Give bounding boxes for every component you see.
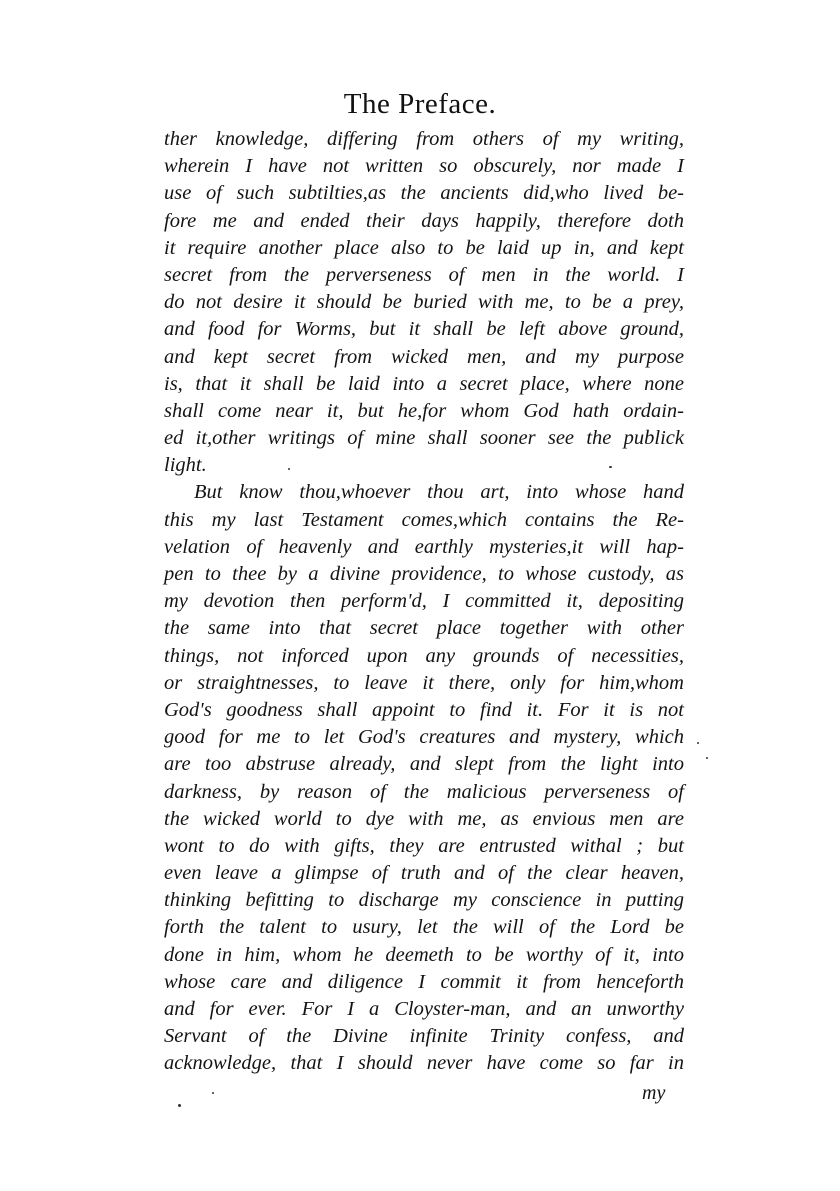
text-line: Servant of the Divine infinite Trinity confess, and [164,1025,684,1048]
text-line: this my last Testament comes,which contains the Re- [164,508,684,531]
paragraph-end-line: light. [164,454,207,477]
text-line: ther knowledge, differing from others of my writing, [164,128,684,150]
text-line: done in him, whom he deemeth to be worthy of it, into [164,943,684,966]
text-line: things, not inforced upon any grounds of necessities, [164,644,684,667]
text-line: whose care and diligence I commit it from henceforth [164,970,684,993]
catchword: my [642,1082,666,1104]
text-line: is, that it shall be laid into a secret place, where none [164,372,684,395]
ink-speck [212,1092,214,1094]
text-line: God's goodness shall appoint to find it. For it is not [164,698,684,721]
text-line: and for ever. For I a Cloyster-man, and an unworthy [164,998,684,1020]
text-line: secret from the perverseness of men in the world. I [164,263,684,286]
ink-speck [609,466,612,468]
text-line: the wicked world to dye with me, as envious men are [164,807,684,830]
ink-speck [288,468,290,470]
text-line: darkness, by reason of the malicious perverseness of [164,780,684,803]
text-line: use of such subtilties,as the ancients did,who lived be- [164,182,684,205]
text-line: even leave a glimpse of truth and of the clear heaven, [164,862,684,885]
text-line: wherein I have not written so obscurely, nor made I [164,155,684,178]
text-line: and kept secret from wicked men, and my purpose [164,345,684,368]
text-line: shall come near it, but he,for whom God hath ordain- [164,399,684,422]
text-line: my devotion then perform'd, I committed it, depositing [164,590,684,613]
ink-speck [706,757,708,759]
text-line: it require another place also to be laid up in, and kept [164,236,684,259]
text-line: thinking befitting to discharge my conscience in putting [164,889,684,912]
ink-speck [178,1104,181,1107]
text-line: good for me to let God's creatures and mystery, which [164,726,684,749]
text-line: acknowledge, that I should never have come so far in [164,1052,684,1075]
text-line: do not desire it should be buried with me, to be a prey, [164,291,684,314]
text-line: are too abstruse already, and slept from the light into [164,753,684,776]
text-line: the same into that secret place together with other [164,617,684,640]
text-line: or straightnesses, to leave it there, only for him,whom [164,671,684,694]
text-line: velation of heavenly and earthly mysteries,it will hap- [164,535,684,558]
text-line: ed it,other writings of mine shall sooner see the publick [164,427,684,450]
ink-speck [697,742,699,744]
text-line: and food for Worms, but it shall be left above ground, [164,318,684,341]
text-line: wont to do with gifts, they are entrusted withal ; but [164,834,684,857]
running-head: The Preface. [343,88,497,120]
text-line: fore me and ended their days happily, therefore doth [164,209,684,232]
text-line: pen to thee by a divine providence, to whose custody, as [164,563,684,585]
text-line: forth the talent to usury, let the will of the Lord be [164,916,684,939]
preface-body [164,126,684,1078]
paragraph-first-line: But know thou,whoever thou art, into whose hand [194,481,684,504]
